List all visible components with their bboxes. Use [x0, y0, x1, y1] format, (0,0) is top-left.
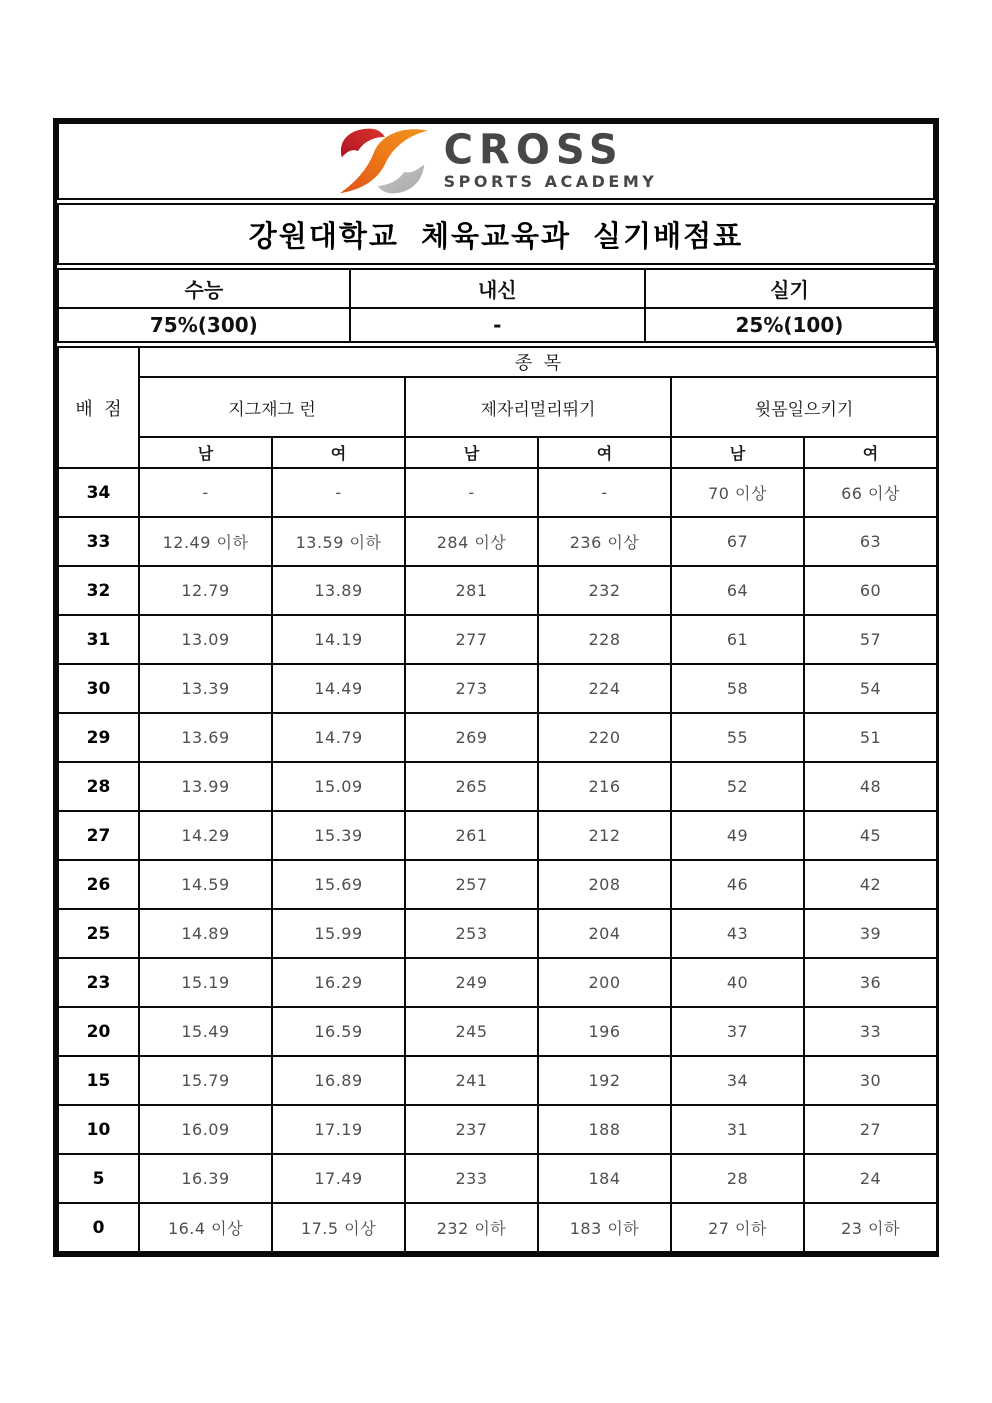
value-cell: 188: [538, 1105, 671, 1154]
value-cell: 13.59 이하: [272, 517, 405, 566]
value-cell: 13.09: [139, 615, 272, 664]
score-cell: 23: [58, 958, 139, 1007]
value-cell: 241: [405, 1056, 538, 1105]
value-cell: 51: [804, 713, 937, 762]
gender-header-female: 여: [272, 437, 405, 468]
table-row: [58, 1105, 937, 1154]
value-cell: 42: [804, 860, 937, 909]
table-row: [58, 713, 937, 762]
table-row: [58, 517, 937, 566]
value-cell: 16.09: [139, 1105, 272, 1154]
value-cell: 33: [804, 1007, 937, 1056]
value-cell: 204: [538, 909, 671, 958]
table-row: [58, 566, 937, 615]
value-cell: 57: [804, 615, 937, 664]
value-cell: 12.49 이하: [139, 517, 272, 566]
value-cell: 253: [405, 909, 538, 958]
value-cell: 183 이하: [538, 1203, 671, 1252]
value-cell: 13.89: [272, 566, 405, 615]
value-cell: 45: [804, 811, 937, 860]
event-header-row: [58, 377, 937, 437]
value-cell: 64: [671, 566, 804, 615]
value-cell: 24: [804, 1154, 937, 1203]
ratio-header-row: [58, 269, 934, 308]
score-cell: 10: [58, 1105, 139, 1154]
value-cell: 220: [538, 713, 671, 762]
ratio-header-naesin: 내신: [350, 269, 645, 308]
value-cell: 13.39: [139, 664, 272, 713]
score-cell: 31: [58, 615, 139, 664]
score-cell: 25: [58, 909, 139, 958]
value-cell: 16.39: [139, 1154, 272, 1203]
event-standing-long-jump: 제자리멀리뛰기: [405, 377, 671, 437]
value-cell: 34: [671, 1056, 804, 1105]
category-header-row: [58, 347, 937, 377]
title-section: [57, 203, 935, 265]
value-cell: 14.29: [139, 811, 272, 860]
value-cell: 236 이상: [538, 517, 671, 566]
value-cell: 36: [804, 958, 937, 1007]
value-cell: 14.79: [272, 713, 405, 762]
event-zigzag-run: 지그재그 런: [139, 377, 405, 437]
value-cell: 63: [804, 517, 937, 566]
table-row: [58, 1056, 937, 1105]
score-cell: 30: [58, 664, 139, 713]
score-column-header: 배 점: [58, 347, 139, 468]
score-cell: 33: [58, 517, 139, 566]
value-cell: 16.29: [272, 958, 405, 1007]
value-cell: 15.79: [139, 1056, 272, 1105]
value-cell: 273: [405, 664, 538, 713]
logo-brand-name: CROSS: [443, 126, 624, 174]
ratio-header-silgi: 실기: [645, 269, 934, 308]
value-cell: 15.49: [139, 1007, 272, 1056]
table-row: [58, 1007, 937, 1056]
value-cell: 60: [804, 566, 937, 615]
score-cell: 15: [58, 1056, 139, 1105]
value-cell: 46: [671, 860, 804, 909]
value-cell: 14.89: [139, 909, 272, 958]
value-cell: 16.59: [272, 1007, 405, 1056]
gender-header-male: 남: [671, 437, 804, 468]
value-cell: 200: [538, 958, 671, 1007]
score-cell: 27: [58, 811, 139, 860]
value-cell: 27: [804, 1105, 937, 1154]
value-cell: 196: [538, 1007, 671, 1056]
ratio-table: [57, 268, 935, 343]
value-cell: 233: [405, 1154, 538, 1203]
value-cell: 15.99: [272, 909, 405, 958]
gender-header-female: 여: [538, 437, 671, 468]
logo-section: [57, 122, 935, 200]
value-cell: 15.39: [272, 811, 405, 860]
value-cell: 23 이하: [804, 1203, 937, 1252]
value-cell: 212: [538, 811, 671, 860]
value-cell: 14.19: [272, 615, 405, 664]
gender-header-row: [58, 437, 937, 468]
value-cell: 232: [538, 566, 671, 615]
cross-x-logo-icon: [335, 127, 431, 195]
value-cell: 61: [671, 615, 804, 664]
value-cell: -: [405, 468, 538, 517]
value-cell: -: [139, 468, 272, 517]
logo-tagline: SPORTS ACADEMY: [443, 172, 658, 191]
ratio-value-row: [58, 308, 934, 342]
gender-header-male: 남: [405, 437, 538, 468]
value-cell: 37: [671, 1007, 804, 1056]
score-cell: 26: [58, 860, 139, 909]
value-cell: 12.79: [139, 566, 272, 615]
gender-header-female: 여: [804, 437, 937, 468]
table-row: [58, 811, 937, 860]
table-row: [58, 909, 937, 958]
score-cell: 34: [58, 468, 139, 517]
value-cell: 284 이상: [405, 517, 538, 566]
value-cell: 257: [405, 860, 538, 909]
page-title: 강원대학교 체육교육과 실기배점표: [248, 218, 744, 253]
table-row: [58, 860, 937, 909]
value-cell: 55: [671, 713, 804, 762]
table-row: [58, 664, 937, 713]
value-cell: 27 이하: [671, 1203, 804, 1252]
value-cell: 58: [671, 664, 804, 713]
value-cell: 16.89: [272, 1056, 405, 1105]
value-cell: 281: [405, 566, 538, 615]
value-cell: 17.19: [272, 1105, 405, 1154]
value-cell: 17.5 이상: [272, 1203, 405, 1252]
value-cell: 52: [671, 762, 804, 811]
value-cell: 184: [538, 1154, 671, 1203]
score-cell: 29: [58, 713, 139, 762]
value-cell: 16.4 이상: [139, 1203, 272, 1252]
ratio-value-silgi: 25%(100): [645, 308, 934, 342]
table-row: [58, 468, 937, 517]
value-cell: 14.59: [139, 860, 272, 909]
value-cell: 54: [804, 664, 937, 713]
table-row: [58, 958, 937, 1007]
event-sit-ups: 윗몸일으키기: [671, 377, 937, 437]
value-cell: 192: [538, 1056, 671, 1105]
table-row: [58, 1203, 937, 1252]
value-cell: 15.19: [139, 958, 272, 1007]
value-cell: 261: [405, 811, 538, 860]
value-cell: 40: [671, 958, 804, 1007]
value-cell: -: [538, 468, 671, 517]
value-cell: 265: [405, 762, 538, 811]
value-cell: 48: [804, 762, 937, 811]
value-cell: 13.99: [139, 762, 272, 811]
value-cell: 237: [405, 1105, 538, 1154]
value-cell: 216: [538, 762, 671, 811]
value-cell: 70 이상: [671, 468, 804, 517]
value-cell: 15.09: [272, 762, 405, 811]
ratio-header-suneung: 수능: [58, 269, 350, 308]
value-cell: 277: [405, 615, 538, 664]
value-cell: 13.69: [139, 713, 272, 762]
value-cell: 208: [538, 860, 671, 909]
table-row: [58, 615, 937, 664]
score-cell: 5: [58, 1154, 139, 1203]
ratio-value-suneung: 75%(300): [58, 308, 350, 342]
value-cell: 43: [671, 909, 804, 958]
value-cell: 14.49: [272, 664, 405, 713]
table-row: [58, 762, 937, 811]
value-cell: 28: [671, 1154, 804, 1203]
ratio-value-naesin: -: [350, 308, 645, 342]
logo-text-block: [443, 126, 658, 191]
value-cell: 224: [538, 664, 671, 713]
value-cell: 269: [405, 713, 538, 762]
value-cell: 15.69: [272, 860, 405, 909]
value-cell: -: [272, 468, 405, 517]
value-cell: 39: [804, 909, 937, 958]
score-cell: 28: [58, 762, 139, 811]
value-cell: 245: [405, 1007, 538, 1056]
value-cell: 67: [671, 517, 804, 566]
value-cell: 49: [671, 811, 804, 860]
score-cell: 20: [58, 1007, 139, 1056]
value-cell: 17.49: [272, 1154, 405, 1203]
value-cell: 30: [804, 1056, 937, 1105]
value-cell: 232 이하: [405, 1203, 538, 1252]
scoring-table-document: [53, 118, 939, 1257]
category-header: 종 목: [139, 347, 937, 377]
score-cell: 0: [58, 1203, 139, 1252]
table-row: [58, 1154, 937, 1203]
value-cell: 31: [671, 1105, 804, 1154]
score-rows: [58, 468, 937, 1252]
value-cell: 228: [538, 615, 671, 664]
score-table: [57, 346, 938, 1253]
value-cell: 66 이상: [804, 468, 937, 517]
score-cell: 32: [58, 566, 139, 615]
value-cell: 249: [405, 958, 538, 1007]
gender-header-male: 남: [139, 437, 272, 468]
